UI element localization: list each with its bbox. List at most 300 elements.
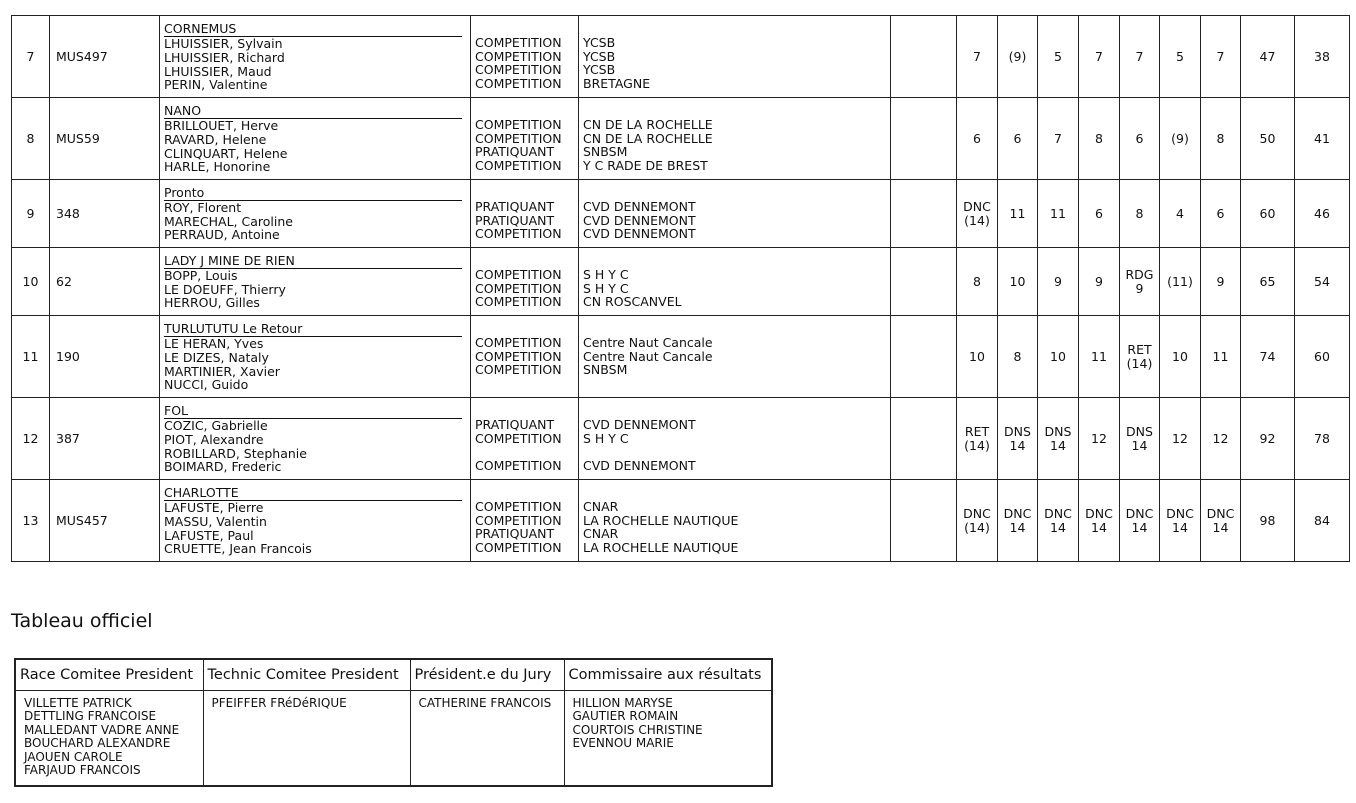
club-name: CNAR — [583, 498, 619, 514]
race-score-cell — [998, 180, 1038, 248]
official-name: CATHERINE FRANCOIS — [418, 695, 552, 710]
club-spacer — [583, 22, 890, 36]
race-score: DNC — [1125, 505, 1154, 521]
club-name: S H Y C — [583, 430, 629, 446]
race-score: 8 — [1216, 130, 1225, 146]
status-cell — [471, 180, 579, 248]
club-name: S H Y C — [583, 266, 629, 282]
race-score-cell — [1038, 16, 1079, 98]
crew-member: HERROU, Gilles — [164, 295, 260, 311]
race-score: 11 — [1050, 205, 1066, 221]
status-spacer — [475, 254, 578, 268]
status-cell — [471, 248, 579, 316]
club-name: SNBSM — [583, 362, 628, 378]
race-score: 11 — [1091, 348, 1107, 364]
result-row — [12, 16, 1350, 98]
status-value: COMPETITION — [475, 512, 562, 528]
race-score-cell — [957, 398, 998, 480]
race-score: 4 — [1176, 205, 1184, 221]
club-name: CNAR — [583, 526, 619, 542]
race-score: 9 — [1216, 273, 1225, 289]
officials-table — [14, 658, 773, 787]
status-spacer — [475, 22, 578, 36]
race-score: 10 — [1172, 348, 1188, 364]
race-score: RET — [964, 423, 990, 439]
race-score: DNC — [1206, 505, 1235, 521]
crew-member: LE DOEUFF, Thierry — [164, 281, 286, 297]
rank-cell: 13 — [12, 480, 50, 562]
total-score-cell: 50 — [1241, 98, 1295, 180]
net-score-cell: 60 — [1295, 316, 1350, 398]
status-value: COMPETITION — [475, 48, 562, 64]
race-score-cell — [1160, 398, 1201, 480]
race-score-cell — [1160, 316, 1201, 398]
boat-name: Pronto — [164, 185, 462, 201]
status-spacer — [475, 186, 578, 200]
club-name: Centre Naut Cancale — [583, 348, 713, 364]
boat-name: CHARLOTTE — [164, 485, 462, 501]
net-score-cell: 46 — [1295, 180, 1350, 248]
club-cell — [579, 16, 891, 98]
sail-number-cell: MUS59 — [50, 98, 160, 180]
race-score: 9 — [1054, 273, 1062, 289]
status-value: COMPETITION — [475, 458, 562, 474]
rank-cell: 10 — [12, 248, 50, 316]
status-cell — [471, 98, 579, 180]
status-spacer — [475, 322, 578, 336]
race-score: 12 — [1091, 430, 1107, 446]
official-name: VILLETTE PATRICK — [24, 695, 132, 710]
club-name: CVD DENNEMONT — [583, 458, 696, 474]
race-score-cell — [1038, 180, 1079, 248]
boat-name: NANO — [164, 103, 462, 119]
club-cell — [579, 180, 891, 248]
race-score: (14) — [1126, 355, 1153, 371]
race-score: 14 — [1091, 519, 1107, 535]
status-cell — [471, 480, 579, 562]
race-score-cell — [1120, 180, 1160, 248]
club-name: CVD DENNEMONT — [583, 226, 696, 242]
total-score-cell: 74 — [1241, 316, 1295, 398]
officials-cell-jury — [410, 690, 564, 786]
race-score: (11) — [1167, 273, 1193, 289]
club-spacer — [583, 322, 890, 336]
club-name: Y C RADE DE BREST — [583, 158, 708, 174]
status-spacer — [475, 486, 578, 500]
race-score-cell — [998, 248, 1038, 316]
race-score: 8 — [1013, 348, 1022, 364]
officials-header-jury: Président.e du Jury — [410, 659, 564, 690]
race-score: 14 — [1172, 519, 1188, 535]
club-name: YCSB — [583, 34, 616, 50]
club-spacer — [583, 486, 890, 500]
result-row — [12, 248, 1350, 316]
empty-cell — [891, 316, 957, 398]
race-score: 6 — [1013, 130, 1022, 146]
officials-header-technic-committee: Technic Comitee President — [203, 659, 410, 690]
status-value: COMPETITION — [475, 34, 562, 50]
race-score: DNS — [1126, 423, 1153, 439]
crew-member: LE HERAN, Yves — [164, 335, 264, 351]
crew-member: ROY, Florent — [164, 199, 242, 215]
race-score: 5 — [1054, 48, 1062, 64]
club-cell — [579, 480, 891, 562]
crew-cell — [160, 480, 471, 562]
race-score-cell — [1079, 480, 1120, 562]
result-row — [12, 398, 1350, 480]
sail-number-cell: MUS457 — [50, 480, 160, 562]
club-name: S H Y C — [583, 280, 629, 296]
race-score: 7 — [973, 48, 981, 64]
race-score-cell — [1038, 316, 1079, 398]
officials-cell-race-committee — [15, 690, 203, 786]
race-score: 7 — [1095, 48, 1103, 64]
race-score: 10 — [969, 348, 985, 364]
race-score: 14 — [1131, 437, 1148, 453]
results-table — [11, 15, 1350, 562]
official-name: GAUTIER ROMAIN — [572, 709, 679, 724]
crew-member: MASSU, Valentin — [164, 513, 267, 529]
crew-member: MARTINIER, Xavier — [164, 363, 280, 379]
club-cell — [579, 98, 891, 180]
net-score-cell: 84 — [1295, 480, 1350, 562]
status-value: COMPETITION — [475, 158, 562, 174]
status-value: COMPETITION — [475, 130, 562, 146]
empty-cell — [891, 98, 957, 180]
race-score: 12 — [1212, 430, 1229, 446]
race-score-cell — [1120, 16, 1160, 98]
official-name: EVENNOU MARIE — [572, 736, 674, 751]
race-score: 9 — [1135, 280, 1144, 296]
club-name: LA ROCHELLE NAUTIQUE — [583, 540, 739, 556]
race-score: DNC — [963, 505, 991, 521]
official-name: MALLEDANT VADRE ANNE — [24, 722, 180, 737]
crew-cell — [160, 316, 471, 398]
club-cell — [579, 316, 891, 398]
boat-name: CORNEMUS — [164, 21, 462, 37]
club-name: SNBSM — [583, 144, 628, 160]
results-body — [12, 16, 1350, 562]
net-score-cell: 41 — [1295, 98, 1350, 180]
crew-member: COZIC, Gabrielle — [164, 417, 268, 433]
race-score-cell — [1038, 248, 1079, 316]
race-score-cell — [1038, 398, 1079, 480]
race-score: 14 — [1050, 437, 1066, 453]
status-value: COMPETITION — [475, 362, 562, 378]
net-score-cell: 78 — [1295, 398, 1350, 480]
race-score-cell — [1201, 98, 1241, 180]
rank-cell: 11 — [12, 316, 50, 398]
race-score: 7 — [1216, 48, 1225, 64]
status-spacer — [475, 404, 578, 418]
race-score: DNC — [1166, 505, 1194, 521]
net-score-cell: 38 — [1295, 16, 1350, 98]
crew-member: PIOT, Alexandre — [164, 431, 264, 447]
status-value: COMPETITION — [475, 540, 562, 556]
crew-member: MARECHAL, Caroline — [164, 213, 293, 229]
crew-member: PERRAUD, Antoine — [164, 227, 280, 243]
empty-cell — [891, 480, 957, 562]
crew-member: PERIN, Valentine — [164, 77, 268, 93]
empty-cell — [891, 398, 957, 480]
race-score-cell — [957, 248, 998, 316]
race-score: DNC — [1044, 505, 1072, 521]
result-row — [12, 480, 1350, 562]
crew-cell — [160, 16, 471, 98]
race-score-cell — [1079, 16, 1120, 98]
boat-name: LADY J MINE DE RIEN — [164, 253, 462, 269]
race-score: 6 — [1095, 205, 1103, 221]
crew-member: CLINQUART, Helene — [164, 145, 288, 161]
race-score-cell — [1201, 180, 1241, 248]
race-score-cell — [1120, 480, 1160, 562]
race-score-cell — [998, 398, 1038, 480]
race-score: 6 — [973, 130, 981, 146]
club-spacer — [583, 254, 890, 268]
race-score-cell — [1120, 316, 1160, 398]
crew-cell — [160, 398, 471, 480]
race-score: RET — [1127, 341, 1152, 357]
officials-header-race-committee: Race Comitee President — [15, 659, 203, 690]
race-score: DNC — [963, 198, 991, 214]
club-name: CN DE LA ROCHELLE — [583, 130, 713, 146]
result-row — [12, 316, 1350, 398]
race-score: 12 — [1172, 430, 1188, 446]
race-score: 14 — [1009, 519, 1026, 535]
club-spacer — [583, 186, 890, 200]
rank-cell: 8 — [12, 98, 50, 180]
race-score-cell — [957, 480, 998, 562]
status-value: PRATIQUANT — [475, 526, 555, 542]
total-score-cell: 98 — [1241, 480, 1295, 562]
club-name: BRETAGNE — [583, 76, 651, 92]
race-score-cell — [1160, 180, 1201, 248]
race-score-cell — [998, 480, 1038, 562]
club-name: CVD DENNEMONT — [583, 416, 696, 432]
club-name: CVD DENNEMONT — [583, 198, 696, 214]
race-score-cell — [1079, 180, 1120, 248]
officials-names-row — [15, 690, 772, 786]
race-score: 11 — [1009, 205, 1026, 221]
race-score-cell — [1201, 248, 1241, 316]
club-spacer — [583, 404, 890, 418]
official-name: PFEIFFER FRéDéRIQUE — [211, 695, 347, 710]
race-score-cell — [1201, 398, 1241, 480]
status-value: COMPETITION — [475, 348, 562, 364]
status-value: PRATIQUANT — [475, 212, 555, 228]
officials-title: Tableau officiel — [11, 610, 153, 632]
crew-member: LAFUSTE, Paul — [164, 527, 254, 543]
race-score-cell — [1079, 316, 1120, 398]
race-score: (9) — [1008, 48, 1027, 64]
race-score: 10 — [1009, 273, 1026, 289]
club-name: YCSB — [583, 62, 616, 78]
sail-number-cell: 348 — [50, 180, 160, 248]
status-value — [475, 445, 578, 459]
empty-cell — [891, 248, 957, 316]
race-score: 14 — [1212, 519, 1229, 535]
rank-cell: 7 — [12, 16, 50, 98]
race-score-cell — [1079, 398, 1120, 480]
race-score-cell — [1160, 16, 1201, 98]
club-spacer — [583, 104, 890, 118]
club-name: CVD DENNEMONT — [583, 212, 696, 228]
club-name: Centre Naut Cancale — [583, 334, 713, 350]
race-score-cell — [1201, 480, 1241, 562]
total-score-cell: 60 — [1241, 180, 1295, 248]
race-score-cell — [998, 16, 1038, 98]
race-score-cell — [1120, 98, 1160, 180]
race-score: 8 — [1135, 205, 1144, 221]
crew-member: LHUISSIER, Maud — [164, 63, 272, 79]
race-score: 14 — [1009, 437, 1026, 453]
official-name: BOUCHARD ALEXANDRE — [24, 736, 171, 751]
race-score: 7 — [1054, 130, 1062, 146]
sail-number-cell: 62 — [50, 248, 160, 316]
race-score-cell — [957, 98, 998, 180]
race-score: 11 — [1212, 348, 1229, 364]
status-value: COMPETITION — [475, 430, 562, 446]
race-score: 6 — [1135, 130, 1144, 146]
status-cell — [471, 16, 579, 98]
race-score-cell — [1079, 248, 1120, 316]
status-value — [475, 377, 578, 391]
crew-member: BOPP, Louis — [164, 267, 238, 283]
race-score: DNC — [1085, 505, 1113, 521]
crew-member: LAFUSTE, Pierre — [164, 499, 264, 515]
club-name: CN ROSCANVEL — [583, 294, 682, 310]
sail-number-cell: 387 — [50, 398, 160, 480]
race-score-cell — [998, 316, 1038, 398]
total-score-cell: 65 — [1241, 248, 1295, 316]
status-value: COMPETITION — [475, 294, 562, 310]
race-score: 14 — [1131, 519, 1148, 535]
official-name: JAOUEN CAROLE — [24, 749, 123, 764]
race-score: (9) — [1171, 130, 1189, 146]
total-score-cell: 92 — [1241, 398, 1295, 480]
club-name: YCSB — [583, 48, 616, 64]
status-value: PRATIQUANT — [475, 198, 555, 214]
race-score-cell — [1079, 98, 1120, 180]
race-score-cell — [1120, 248, 1160, 316]
crew-member: ROBILLARD, Stephanie — [164, 445, 307, 461]
status-value: COMPETITION — [475, 76, 562, 92]
club-cell — [579, 398, 891, 480]
race-score: 14 — [1050, 519, 1066, 535]
official-name: HILLION MARYSE — [572, 695, 673, 710]
crew-cell — [160, 180, 471, 248]
crew-member: BOIMARD, Frederic — [164, 459, 282, 475]
race-score-cell — [998, 98, 1038, 180]
race-score: (14) — [964, 212, 990, 228]
boat-name: FOL — [164, 403, 462, 419]
crew-member: RAVARD, Helene — [164, 131, 267, 147]
sail-number-cell: 190 — [50, 316, 160, 398]
race-score: 8 — [973, 273, 981, 289]
result-row — [12, 98, 1350, 180]
race-score-cell — [1201, 16, 1241, 98]
crew-member: LHUISSIER, Richard — [164, 49, 285, 65]
race-score-cell — [1160, 480, 1201, 562]
crew-member: CRUETTE, Jean Francois — [164, 541, 312, 557]
club-cell — [579, 248, 891, 316]
crew-member: BRILLOUET, Herve — [164, 117, 279, 133]
officials-header-results: Commissaire aux résultats — [564, 659, 772, 690]
empty-cell — [891, 16, 957, 98]
race-score-cell — [957, 16, 998, 98]
race-score: DNC — [1003, 505, 1032, 521]
race-score: 6 — [1216, 205, 1225, 221]
crew-member: NUCCI, Guido — [164, 377, 249, 393]
race-score-cell — [957, 316, 998, 398]
race-score: 10 — [1050, 348, 1066, 364]
net-score-cell: 54 — [1295, 248, 1350, 316]
status-value: COMPETITION — [475, 266, 562, 282]
official-name: FARJAUD FRANCOIS — [24, 763, 141, 778]
status-value: COMPETITION — [475, 498, 562, 514]
rank-cell: 9 — [12, 180, 50, 248]
official-name: COURTOIS CHRISTINE — [572, 722, 703, 737]
official-name: DETTLING FRANCOISE — [24, 709, 157, 724]
club-name: LA ROCHELLE NAUTIQUE — [583, 512, 739, 528]
status-cell — [471, 316, 579, 398]
race-score-cell — [1038, 480, 1079, 562]
race-score-cell — [957, 180, 998, 248]
club-name — [583, 377, 890, 391]
status-value: COMPETITION — [475, 62, 562, 78]
race-score: 8 — [1095, 130, 1103, 146]
race-score: DNS — [1044, 423, 1072, 439]
race-score: 5 — [1176, 48, 1184, 64]
officials-cell-technic-committee — [203, 690, 410, 786]
crew-member: LE DIZES, Nataly — [164, 349, 269, 365]
status-cell — [471, 398, 579, 480]
crew-member: HARLE, Honorine — [164, 159, 271, 175]
status-value: COMPETITION — [475, 334, 562, 350]
race-score: 9 — [1095, 273, 1103, 289]
boat-name: TURLUTUTU Le Retour — [164, 321, 462, 337]
status-value: PRATIQUANT — [475, 416, 555, 432]
status-value: COMPETITION — [475, 280, 562, 296]
officials-cell-results — [564, 690, 772, 786]
race-score: (14) — [964, 519, 990, 535]
status-value: COMPETITION — [475, 226, 562, 242]
race-score: 7 — [1135, 48, 1144, 64]
race-score: DNS — [1004, 423, 1031, 439]
empty-cell — [891, 180, 957, 248]
crew-member: LHUISSIER, Sylvain — [164, 35, 283, 51]
result-row — [12, 180, 1350, 248]
club-name — [583, 445, 890, 459]
status-value: COMPETITION — [475, 116, 562, 132]
race-score-cell — [1038, 98, 1079, 180]
sail-number-cell: MUS497 — [50, 16, 160, 98]
officials-header-row — [15, 659, 772, 690]
race-score: RDG — [1125, 266, 1154, 282]
total-score-cell: 47 — [1241, 16, 1295, 98]
crew-cell — [160, 98, 471, 180]
club-name: CN DE LA ROCHELLE — [583, 116, 713, 132]
race-score-cell — [1201, 316, 1241, 398]
crew-cell — [160, 248, 471, 316]
status-value: PRATIQUANT — [475, 144, 555, 160]
rank-cell: 12 — [12, 398, 50, 480]
race-score: (14) — [964, 437, 990, 453]
race-score-cell — [1160, 248, 1201, 316]
race-score-cell — [1120, 398, 1160, 480]
status-spacer — [475, 104, 578, 118]
race-score-cell — [1160, 98, 1201, 180]
